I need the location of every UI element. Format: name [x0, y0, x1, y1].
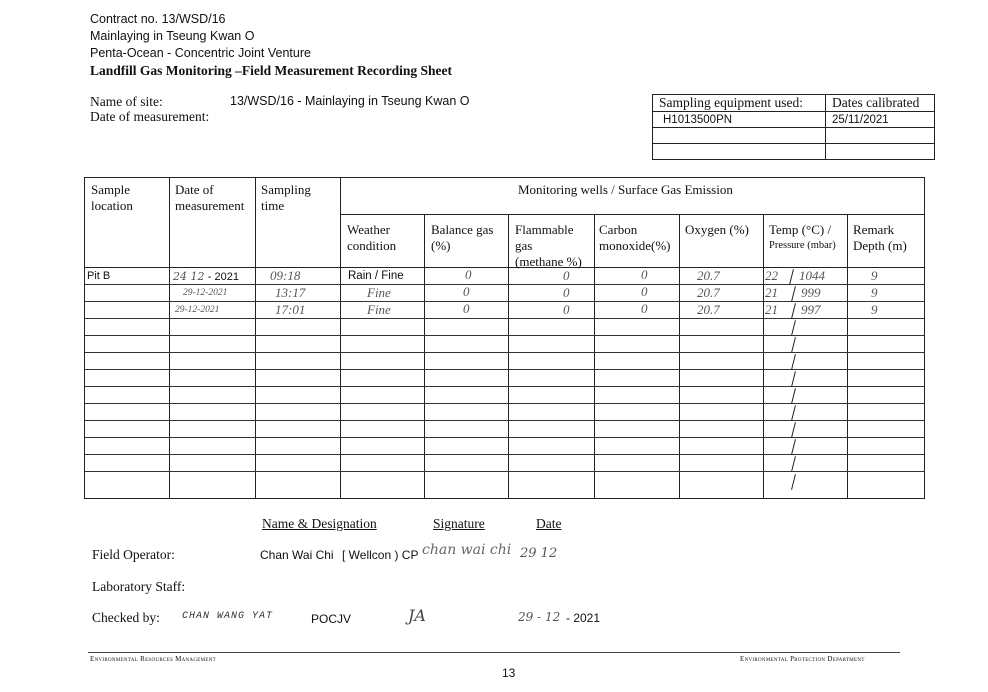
calibration-row-empty: [826, 128, 935, 144]
sample-location: Pit B: [87, 270, 111, 282]
row-line: [85, 437, 924, 438]
calibration-row-empty: [826, 144, 935, 160]
flammable-cell: 0: [563, 302, 570, 317]
sheet-title: Landfill Gas Monitoring –Field Measurement Recording Sheet: [90, 63, 452, 78]
balance-cell: 0: [463, 284, 470, 299]
row-line: [85, 369, 924, 370]
project-name: Mainlaying in Tseung Kwan O: [90, 29, 255, 43]
header-line: Weather: [347, 222, 390, 237]
footer-right: Environmental Protection Department: [740, 655, 865, 663]
col-divider: [763, 214, 764, 498]
header-line: Sampling: [261, 182, 311, 197]
time-cell: 17:01: [275, 302, 306, 317]
measurement-date-label: Date of measurement:: [90, 109, 210, 124]
field-operator-label: Field Operator:: [92, 547, 175, 562]
page-number: 13: [502, 666, 516, 680]
oxygen-cell: 20.7: [697, 302, 720, 317]
field-operator-signature: chan wai chi: [422, 542, 512, 558]
temp-pressure-slash: [791, 388, 796, 404]
depth-cell: 9: [871, 268, 878, 283]
temp-pressure-slash: [791, 337, 796, 353]
header-weather: [347, 222, 396, 254]
col-divider: [169, 178, 170, 498]
calibration-date: 25/11/2021: [826, 112, 935, 128]
temp-pressure-slash: [791, 371, 796, 387]
temp-pressure-slash: [791, 439, 796, 455]
col-divider: [340, 178, 341, 498]
group-header: Monitoring wells / Surface Gas Emission: [518, 182, 733, 197]
row-line: [85, 335, 924, 336]
row-line: [85, 403, 924, 404]
time-cell: 09:18: [270, 268, 301, 283]
contractor-name: Penta-Ocean - Concentric Joint Venture: [90, 46, 311, 60]
col-divider: [424, 214, 425, 498]
footer-left: Environmental Resources Management: [90, 655, 216, 663]
time-cell: 13:17: [275, 285, 306, 300]
header-line: Remark: [853, 222, 895, 237]
measurement-table: [84, 177, 925, 499]
field-operator-date: 29 12: [520, 546, 558, 561]
pressure-cell: 1044: [799, 268, 825, 283]
checked-by-company: POCJV: [311, 612, 352, 626]
header-temp: [769, 222, 836, 254]
balance-cell: 0: [463, 301, 470, 316]
col-divider: [847, 214, 848, 498]
header-line: condition: [347, 238, 397, 253]
equipment-table: [652, 94, 935, 160]
header-line: time: [261, 198, 285, 213]
equipment-row-empty: [653, 128, 826, 144]
weather-cell: Fine: [367, 285, 391, 300]
equipment-id: H1013500PN: [653, 112, 826, 128]
header-line: (methane %): [515, 254, 582, 269]
equipment-header: Sampling equipment used:: [653, 95, 826, 112]
header-line: Pressure (mbar): [769, 240, 836, 251]
checked-by-date: 29 - 12: [518, 610, 561, 624]
handwritten-date: 24 12: [173, 270, 205, 283]
header-line: monoxide(%): [599, 238, 671, 253]
header-line: Date of: [175, 182, 214, 197]
row-line: [85, 318, 924, 319]
header-date: [175, 182, 244, 214]
header-line: Sample: [91, 182, 130, 197]
header-line: Balance gas: [431, 222, 494, 237]
temp-cell: 22: [765, 268, 778, 283]
depth-cell: 9: [871, 302, 878, 317]
group-header-divider: [340, 214, 924, 215]
temp-pressure-slash: [791, 320, 796, 336]
site-name-value: 13/WSD/16 - Mainlaying in Tseung Kwan O: [230, 94, 470, 108]
signature-header: Signature: [433, 516, 485, 531]
row-line: [85, 471, 924, 472]
date-cell: 29-12-2021: [183, 288, 228, 298]
header-oxygen: Oxygen (%): [685, 222, 749, 237]
oxygen-cell: 20.7: [697, 285, 720, 300]
depth-cell: 9: [871, 285, 878, 300]
pressure-cell: 997: [801, 302, 821, 317]
temp-pressure-slash: [791, 474, 796, 490]
temp-pressure-slash: [789, 269, 794, 285]
flammable-cell: 0: [563, 268, 570, 283]
pressure-cell: 999: [801, 285, 821, 300]
col-divider: [508, 214, 509, 498]
temp-cell: 21: [765, 285, 778, 300]
temp-pressure-slash: [791, 456, 796, 472]
header-line: gas: [515, 238, 533, 253]
col-divider: [594, 214, 595, 498]
checked-by-name: CHAN WANG YAT: [182, 611, 274, 622]
weather-cell: Rain / Fine: [348, 270, 404, 282]
header-line: Carbon: [599, 222, 638, 237]
header-line: Flammable: [515, 222, 574, 237]
header-co: [599, 222, 670, 254]
temp-pressure-slash: [791, 422, 796, 438]
co-cell: 0: [641, 284, 648, 299]
header-balance: [431, 222, 493, 254]
checked-by-signature: JA: [408, 606, 426, 625]
date-cell: 29-12-2021: [175, 305, 220, 315]
row-line: [85, 386, 924, 387]
checked-by-label: Checked by:: [92, 610, 160, 625]
co-cell: 0: [641, 267, 648, 282]
site-name-label: Name of site:: [90, 94, 163, 109]
row-line: [85, 420, 924, 421]
date-cell: [173, 268, 239, 285]
equipment-row-empty: [653, 144, 826, 160]
header-flammable: [515, 222, 582, 270]
header-line: location: [91, 198, 133, 213]
header-line: (%): [431, 238, 451, 253]
field-operator-name: Chan Wai Chi: [260, 548, 334, 562]
row-line: [85, 454, 924, 455]
temp-pressure-slash: [791, 405, 796, 421]
header-sample: [91, 182, 133, 214]
header-time: [261, 182, 311, 214]
co-cell: 0: [641, 301, 648, 316]
calibration-header: Dates calibrated: [826, 95, 935, 112]
weather-cell: Fine: [367, 302, 391, 317]
lab-staff-label: Laboratory Staff:: [92, 579, 186, 594]
oxygen-cell: 20.7: [697, 268, 720, 283]
balance-cell: 0: [465, 267, 472, 282]
header-line: measurement: [175, 198, 245, 213]
field-operator-company: [ Wellcon ) CP: [342, 548, 419, 562]
temp-pressure-slash: [791, 286, 796, 302]
row-line: [85, 352, 924, 353]
flammable-cell: 0: [563, 285, 570, 300]
date-year: - 2021: [207, 271, 239, 283]
header-line: Temp (°C) /: [769, 222, 832, 237]
header-line: Depth (m): [853, 238, 907, 253]
footer-rule: [88, 652, 900, 653]
date-header: Date: [536, 516, 562, 531]
name-designation-header: Name & Designation: [262, 516, 377, 531]
temp-pressure-slash: [791, 303, 796, 319]
header-remark: [853, 222, 907, 254]
temp-cell: 21: [765, 302, 778, 317]
col-divider: [679, 214, 680, 498]
contract-number: Contract no. 13/WSD/16: [90, 12, 226, 26]
temp-pressure-slash: [791, 354, 796, 370]
col-divider: [255, 178, 256, 498]
checked-by-year: - 2021: [566, 611, 601, 625]
